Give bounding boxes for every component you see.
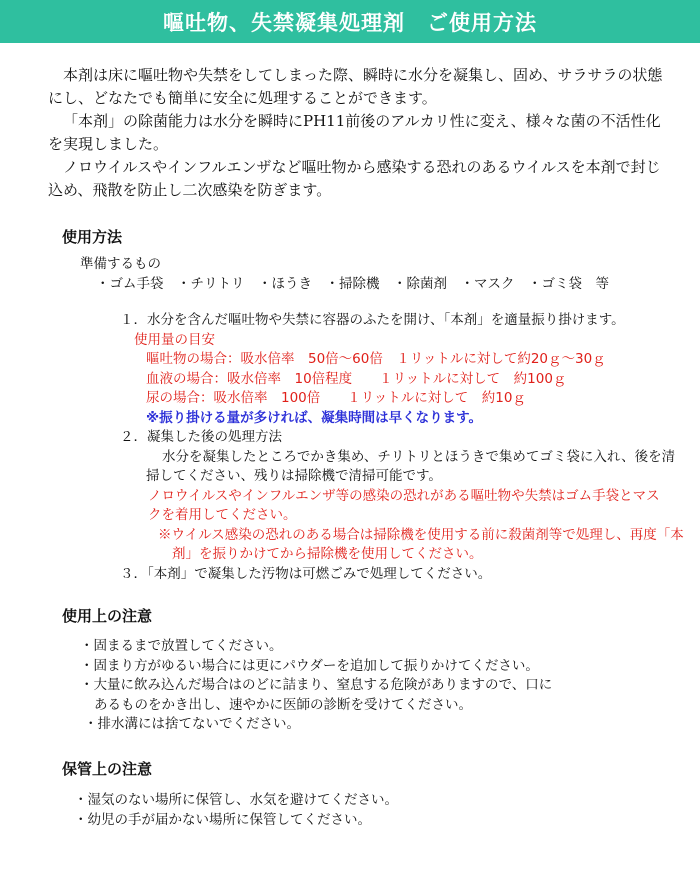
step-2-line-2: 掃してください、残りは掃除機で清掃可能です。 (146, 468, 442, 484)
storage-item-1: ・湿気のない場所に保管し、水気を避けてください。 (74, 792, 398, 808)
step-2-warning-2: クを着用してください。 (148, 507, 297, 523)
guide-vomit: 嘔吐物の場合：吸水倍率 50倍〜60倍 １リットルに対して約20ｇ〜30ｇ (146, 351, 606, 367)
intro-text (48, 64, 663, 202)
step-2-warning-3: ※ウイルス感染の恐れのある場合は掃除機を使用する前に殺菌剤等で処理し、再度「本 (158, 526, 684, 543)
caution-item-2: ・固まり方がゆるい場合には更にパウダーを追加して振りかけてください。 (80, 657, 539, 674)
guide-blood: 血液の場合：吸水倍率 10倍程度 １リットルに対して 約100ｇ (146, 370, 567, 387)
step-2-line-1: 水分を凝集したところでかき集め、チリトリとほうきで集めてゴミ袋に入れ、後を清 (162, 448, 676, 465)
prep-items: ・ゴム手袋 ・チリトリ ・ほうき ・掃除機 ・除菌剤 ・マスク ・ゴミ袋 等 (96, 275, 609, 292)
storage-list (74, 791, 398, 830)
usage-section (62, 255, 684, 584)
title-banner (0, 0, 700, 43)
guide-label: 使用量の目安 (134, 331, 215, 348)
section-title-cautions: 使用上の注意 (62, 607, 153, 625)
caution-item-3: ・大量に飲み込んだ場合はのどに詰まり、窒息する危険がありますので、口に (80, 677, 553, 693)
step-2: ２．凝集した後の処理方法 (120, 429, 282, 445)
step-3: ３．「本剤」で凝集した汚物は可燃ごみで処理してください。 (120, 565, 492, 582)
caution-item-3-cont: あるものをかき出し、速やかに医師の診断を受けてください。 (94, 696, 472, 713)
section-title-usage: 使用方法 (62, 228, 123, 246)
page-title: 嘔吐物、失禁凝集処理剤 ご使用方法 (163, 10, 537, 35)
intro-paragraph-2: 「本剤」の除菌能力は水分を瞬時にPH11前後のアルカリ性に変え、様々な菌の不活性化を実現しました。 (48, 112, 661, 153)
guide-note: ※振り掛ける量が多ければ、凝集時間は早くなります。 (146, 409, 483, 426)
intro-paragraph-1: 本剤は床に嘔吐物や失禁をしてしまった際、瞬時に水分を凝集し、固め、サラサラの状態にし、どなたでも簡単に安全に処理することができます。 (48, 66, 663, 107)
prep-label: 準備するもの (80, 256, 161, 272)
guide-urine: 尿の場合：吸水倍率 100倍 １リットルに対して 約10ｇ (146, 390, 526, 406)
cautions-list (80, 637, 552, 735)
caution-item-1: ・固まるまで放置してください。 (80, 638, 283, 654)
caution-item-4: ・排水溝には捨てないでください。 (84, 716, 300, 732)
section-title-storage: 保管上の注意 (62, 760, 153, 778)
step-2-warning-1: ノロウイルスやインフルエンザ等の感染の恐れがある嘔吐物や失禁はゴム手袋とマス (148, 487, 660, 504)
storage-item-2: ・幼児の手が届かない場所に保管してください。 (74, 811, 371, 828)
intro-paragraph-3: ノロウイルスやインフルエンザなど嘔吐物から感染する恐れのあるウイルスを本剤で封じ込め、飛散を防止し二次感染を防ぎます。 (48, 158, 661, 199)
step-2-warning-4: 剤」を振りかけてから掃除機を使用してください。 (172, 546, 483, 562)
step-1: １．水分を含んだ嘔吐物や失禁に容器のふたを開け、「本剤」を適量振り掛けます。 (120, 312, 625, 328)
